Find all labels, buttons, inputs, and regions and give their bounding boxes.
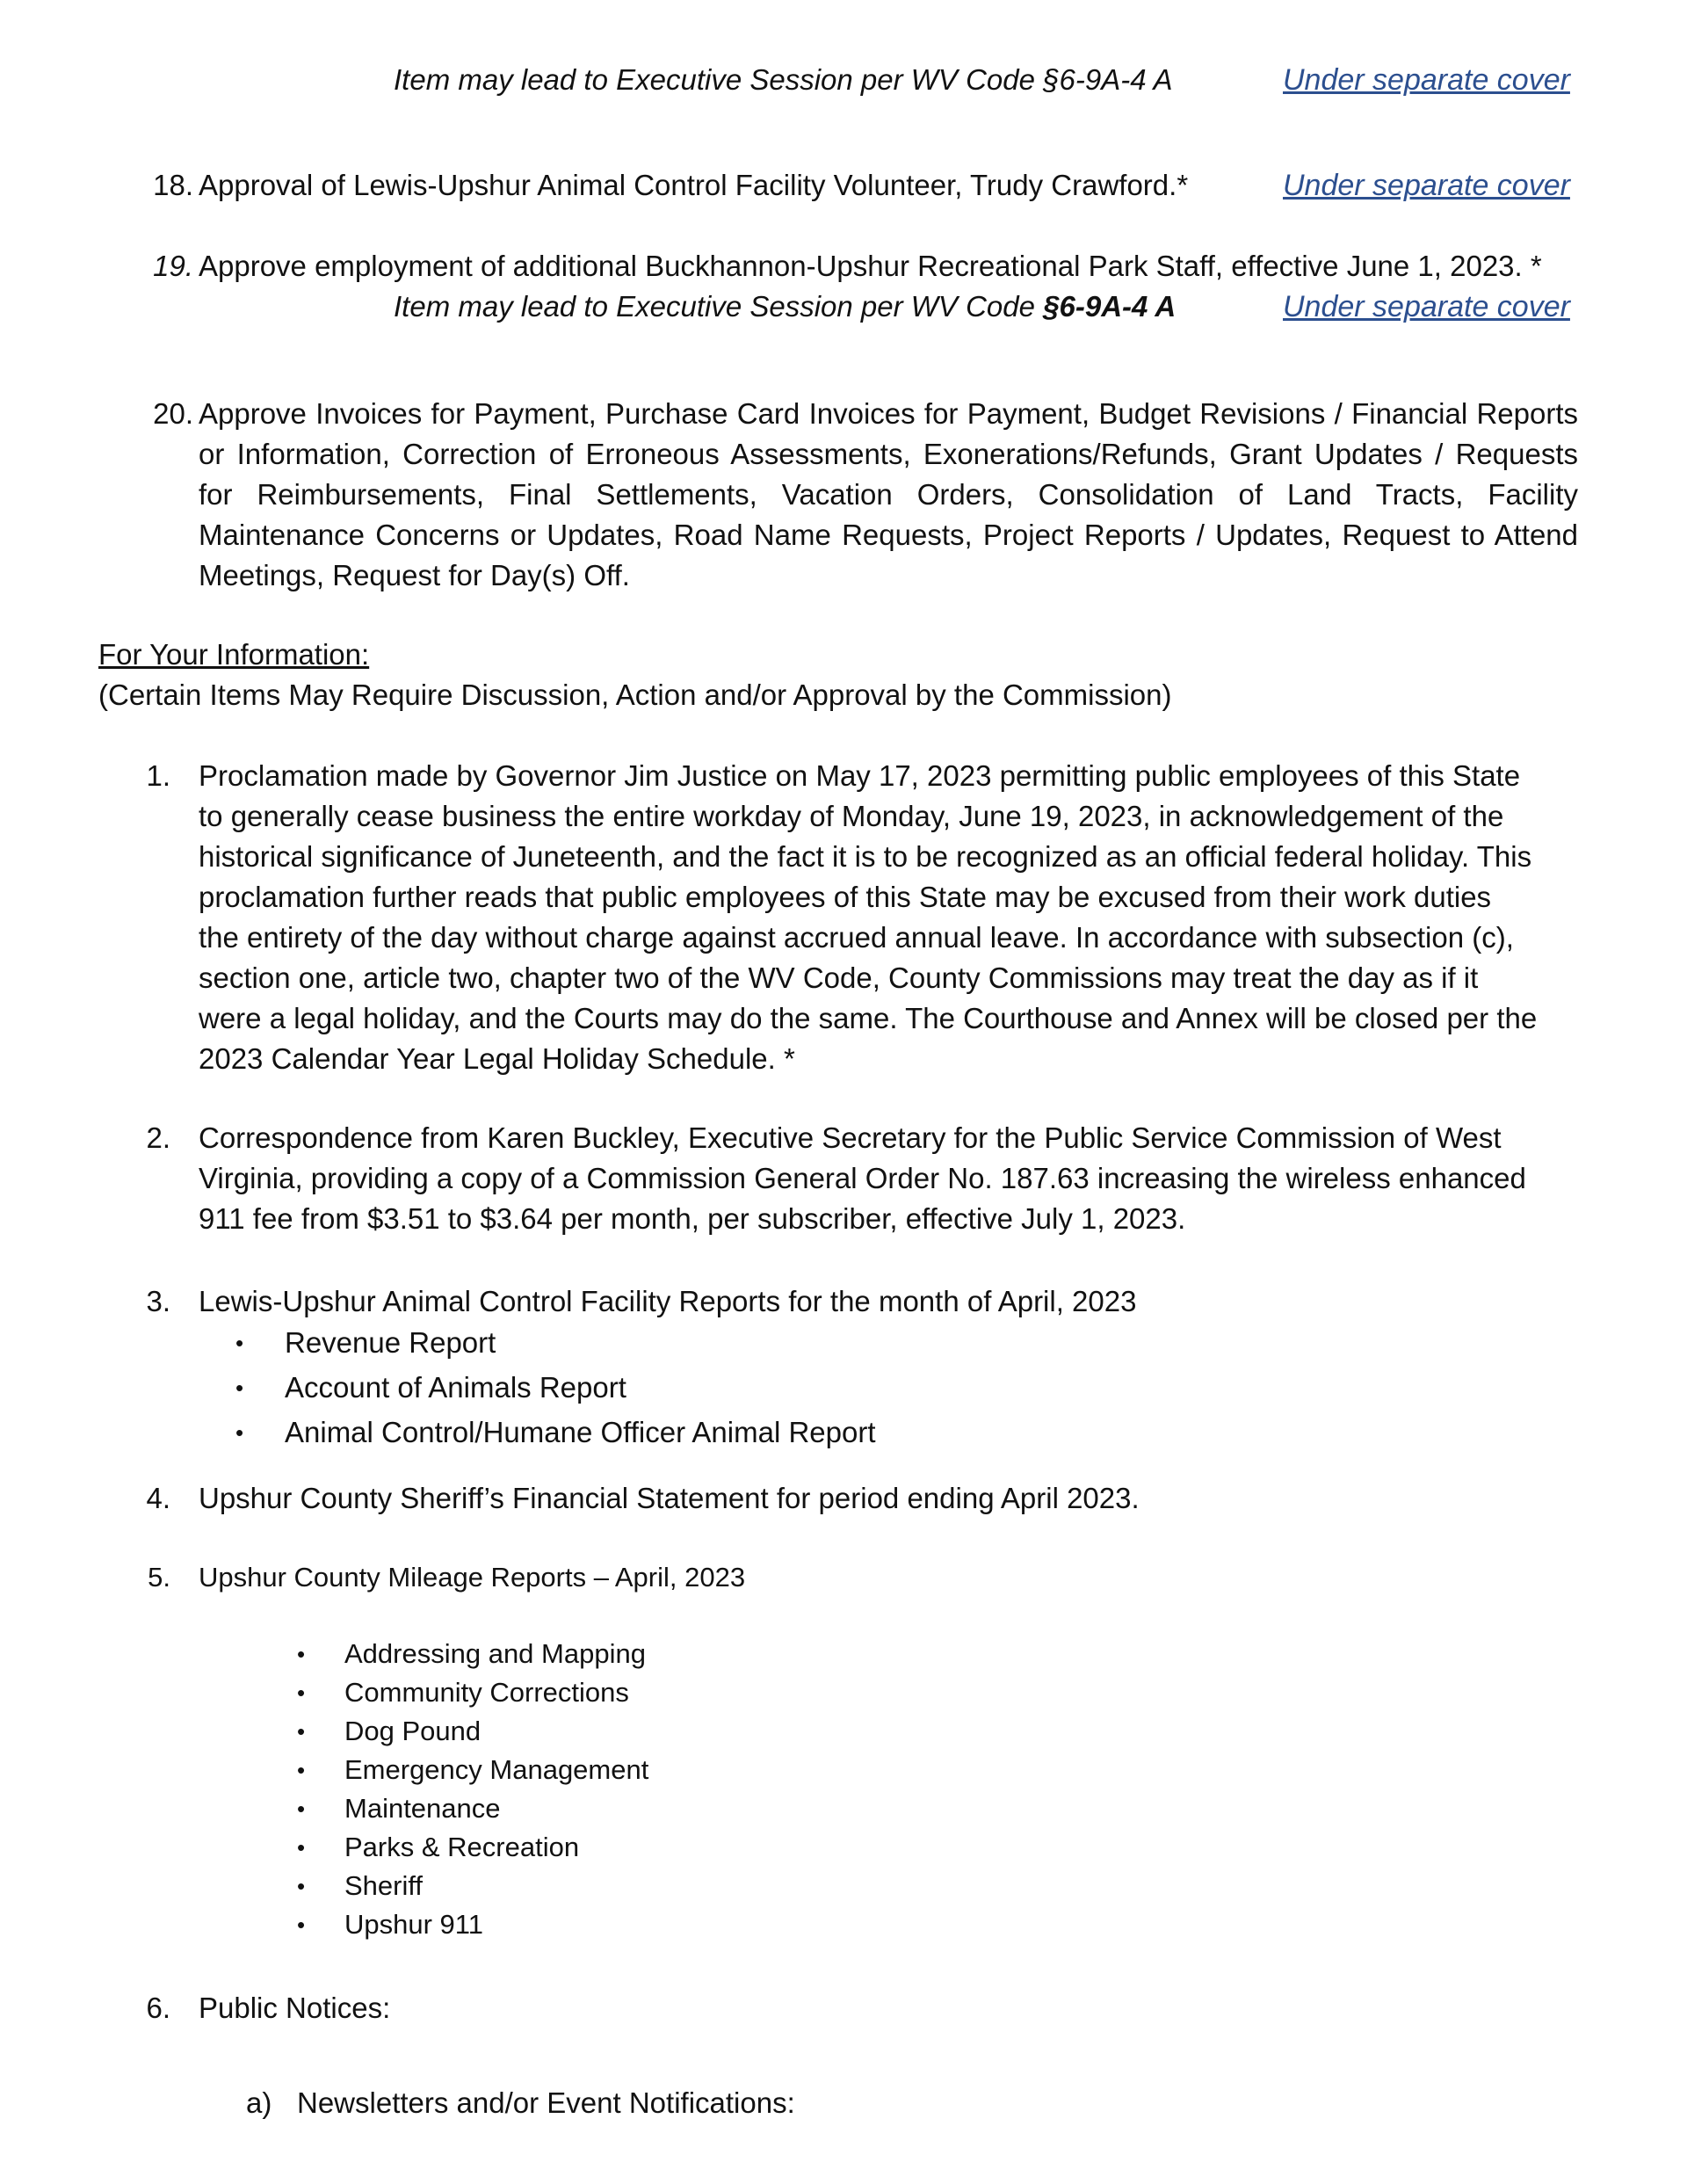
- bullet-glyph: •: [297, 1680, 306, 1706]
- fyi5-text: Upshur County Mileage Reports – April, 2023: [199, 1562, 746, 1593]
- list-item: Maintenance: [344, 1793, 501, 1824]
- list-item: Upshur 911: [344, 1909, 483, 1940]
- list-item: Sheriff: [344, 1870, 424, 1901]
- fyi6-text: Public Notices:: [199, 1992, 391, 2024]
- item18-text: Approval of Lewis-Upshur Animal Control Facility Volunteer, Trudy Crawford.*: [199, 169, 1189, 201]
- item20-number: 20.: [153, 397, 193, 430]
- fyi3-text: Lewis-Upshur Animal Control Facility Reports for the month of April, 2023: [199, 1285, 1137, 1317]
- item19-text: Approve employment of additional Buckhannon-Upshur Recreational Park Staff, effective June 1, 2023. *: [199, 250, 1542, 282]
- bullet-glyph: •: [297, 1834, 306, 1861]
- item18-number: 18.: [153, 169, 193, 201]
- bullet-glyph: •: [297, 1912, 306, 1938]
- list-item: Animal Control/Humane Officer Animal Report: [285, 1416, 876, 1448]
- fyi4-text: Upshur County Sheriff’s Financial Statement for period ending April 2023.: [199, 1482, 1140, 1514]
- fyi3-number: 3.: [146, 1285, 170, 1317]
- fyi6a-text: Newsletters and/or Event Notifications:: [297, 2086, 795, 2119]
- list-item: Revenue Report: [285, 1326, 496, 1359]
- fyi6a-label: a): [246, 2086, 272, 2119]
- item17-separate-cover-link[interactable]: Under separate cover: [1283, 63, 1570, 97]
- item19-separate-cover-link[interactable]: Under separate cover: [1283, 290, 1570, 323]
- fyi6-number: 6.: [146, 1992, 170, 2024]
- item19-number: 19.: [153, 250, 193, 282]
- item19-exec-session-note: Item may lead to Executive Session per WV Code §6-9A-4 A: [394, 290, 1177, 323]
- list-item: Dog Pound: [344, 1716, 481, 1746]
- list-item: Emergency Management: [344, 1754, 649, 1785]
- item20-paragraph: Approve Invoices for Payment, Purchase Card Invoices for Payment, Budget Revisions / Financial Reports or Information, Correction of Erroneous Assessments, Exonerations/Refunds, Grant Updates / Requests for Reimbursements, Final Settlements, Vacation Orders, Consolidation of Land Tracts, Facility Maintenance Concerns or Updates, Road Name Requests, Project Reports / Updates, Request to Attend Meetings, Request for Day(s) Off.: [199, 397, 1578, 591]
- list-item: Addressing and Mapping: [344, 1638, 646, 1669]
- fyi1-paragraph: Proclamation made by Governor Jim Justice on May 17, 2023 permitting public employees of this State to generally cease business the entire workday of Monday, June 19, 2023, in acknowledgement of the historical significance of Juneteenth, and the fact it is to be recognized as an official federal holiday. This proclamation further reads that public employees of this State may be excused from their work duties the entirety of the day without charge against accrued annual leave. In accordance with subsection (c), section one, article two, chapter two of the WV Code, County Commissions may treat the day as if it were a legal holiday, and the Courts may do the same. The Courthouse and Annex will be closed per the 2023 Calendar Year Legal Holiday Schedule. *: [199, 759, 1538, 1075]
- fyi1-number: 1.: [146, 759, 170, 792]
- list-item: Account of Animals Report: [285, 1371, 626, 1404]
- bullet-glyph: •: [235, 1419, 244, 1446]
- bullet-glyph: •: [297, 1641, 306, 1667]
- item18-separate-cover-link[interactable]: Under separate cover: [1283, 169, 1570, 202]
- fyi2-paragraph: Correspondence from Karen Buckley, Executive Secretary for the Public Service Commission of West Virginia, providing a copy of a Commission General Order No. 187.63 increasing the wireless enhanced 911 fee from $3.51 to $3.64 per month, per subscriber, effective July 1, 2023.: [199, 1121, 1526, 1235]
- fyi-subheading: (Certain Items May Require Discussion, Action and/or Approval by the Commission): [98, 678, 1172, 711]
- bullet-glyph: •: [297, 1757, 306, 1783]
- fyi-heading: For Your Information:: [98, 638, 370, 671]
- bullet-glyph: •: [235, 1330, 244, 1356]
- item17-exec-session-note: Item may lead to Executive Session per WV Code §6-9A-4 A: [394, 63, 1173, 96]
- fyi4-number: 4.: [146, 1482, 170, 1514]
- bullet-glyph: •: [297, 1796, 306, 1822]
- bullet-glyph: •: [297, 1873, 306, 1899]
- list-item: Community Corrections: [344, 1677, 629, 1708]
- list-item: Parks & Recreation: [344, 1832, 580, 1862]
- bullet-glyph: •: [235, 1375, 244, 1401]
- fyi2-number: 2.: [146, 1121, 170, 1154]
- bullet-glyph: •: [297, 1718, 306, 1745]
- fyi5-number: 5.: [148, 1562, 170, 1593]
